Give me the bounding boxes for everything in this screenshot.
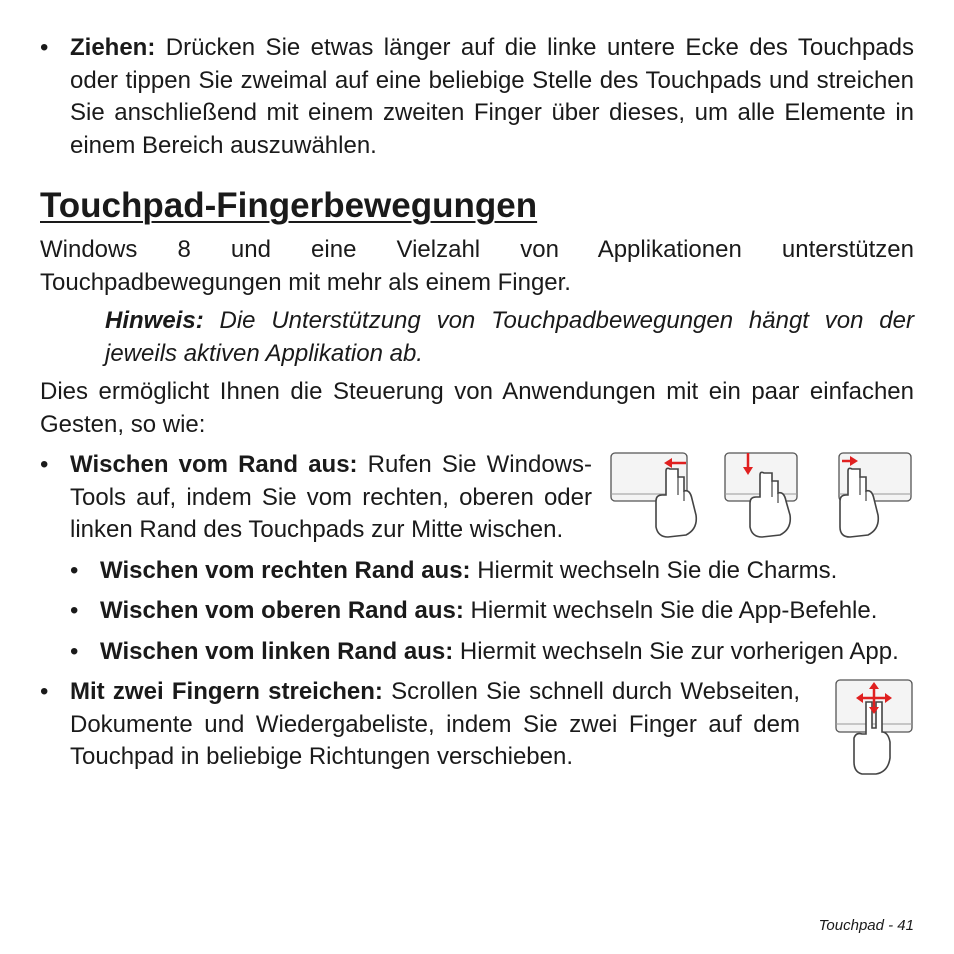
sub-item-top — [70, 595, 914, 628]
swipe-right-edge-icon — [610, 451, 700, 539]
bullet-wischen — [40, 449, 592, 547]
zwei-label: Mit zwei Fingern streichen: — [70, 678, 383, 705]
sub-item-right — [70, 555, 914, 588]
sub-text: Hiermit wechseln Sie die App-Befehle. — [463, 597, 878, 624]
bullet-dot: • — [40, 451, 49, 478]
swipe-top-edge-icon — [724, 451, 814, 539]
sub-text: Hiermit wechseln Sie zur vorherigen App. — [453, 637, 899, 665]
intro-paragraph: Windows 8 und eine Vielzahl von Applikationen unterstützen Touchpadbewegungen mit mehr als einem Finger. — [40, 236, 914, 296]
sub-item-left — [70, 636, 914, 669]
note-label: Hinweis: — [105, 307, 204, 334]
bullet-dot: • — [40, 678, 49, 705]
edge-swipe-figures — [610, 451, 914, 539]
sub-label: Wischen vom oberen Rand aus: — [100, 597, 464, 624]
gestures-intro: Dies ermöglicht Ihnen die Steuerung von Anwendungen mit ein paar einfachen Gesten, so wie: — [40, 378, 914, 438]
ziehen-text: Drücken Sie etwas länger auf die linke untere Ecke des Touchpads oder tippen Sie zweimal auf eine beliebige Stelle des Touchpads und streichen Sie anschließend mit einem zweiten Finger über dieses, um alle Elemente in einem Bereich auszuwählen. — [70, 34, 914, 159]
zwei-text: Scrollen Sie schnell durch Webseiten, Dokumente und Wiedergabeliste, indem Sie zwei Finger auf dem Touchpad in beliebige Richtungen verschieben. — [70, 678, 800, 770]
sub-text: Hiermit wechseln Sie die Charms. — [470, 556, 838, 584]
page-content — [40, 30, 914, 778]
swipe-left-edge-icon — [838, 451, 914, 539]
bullet-dot: • — [70, 637, 79, 665]
wischen-text: Rufen Sie Windows-Tools auf, indem Sie vom rechten, oberen oder linken Rand des Touchpads zur Mitte wischen. — [70, 451, 593, 543]
sub-label: Wischen vom linken Rand aus: — [100, 637, 454, 665]
bullet-dot: • — [40, 34, 49, 61]
note-paragraph — [105, 305, 914, 370]
ziehen-label: Ziehen: — [70, 34, 156, 61]
note-text: Die Unterstützung von Touchpadbewegungen hängt von der jeweils aktiven Applikation ab. — [105, 307, 914, 367]
page-footer: Touchpad - 41 — [818, 917, 914, 934]
bullet-zwei-finger — [40, 676, 800, 774]
wischen-label: Wischen vom Rand aus: — [70, 451, 358, 478]
bullet-ziehen — [40, 32, 914, 162]
bullet-dot: • — [70, 597, 79, 624]
sub-label: Wischen vom rechten Rand aus: — [100, 556, 471, 584]
bullet-dot: • — [70, 556, 79, 584]
section-heading: Touchpad-Fingerbewegungen — [40, 186, 538, 225]
sub-list — [70, 555, 914, 669]
two-finger-scroll-icon — [834, 678, 914, 778]
